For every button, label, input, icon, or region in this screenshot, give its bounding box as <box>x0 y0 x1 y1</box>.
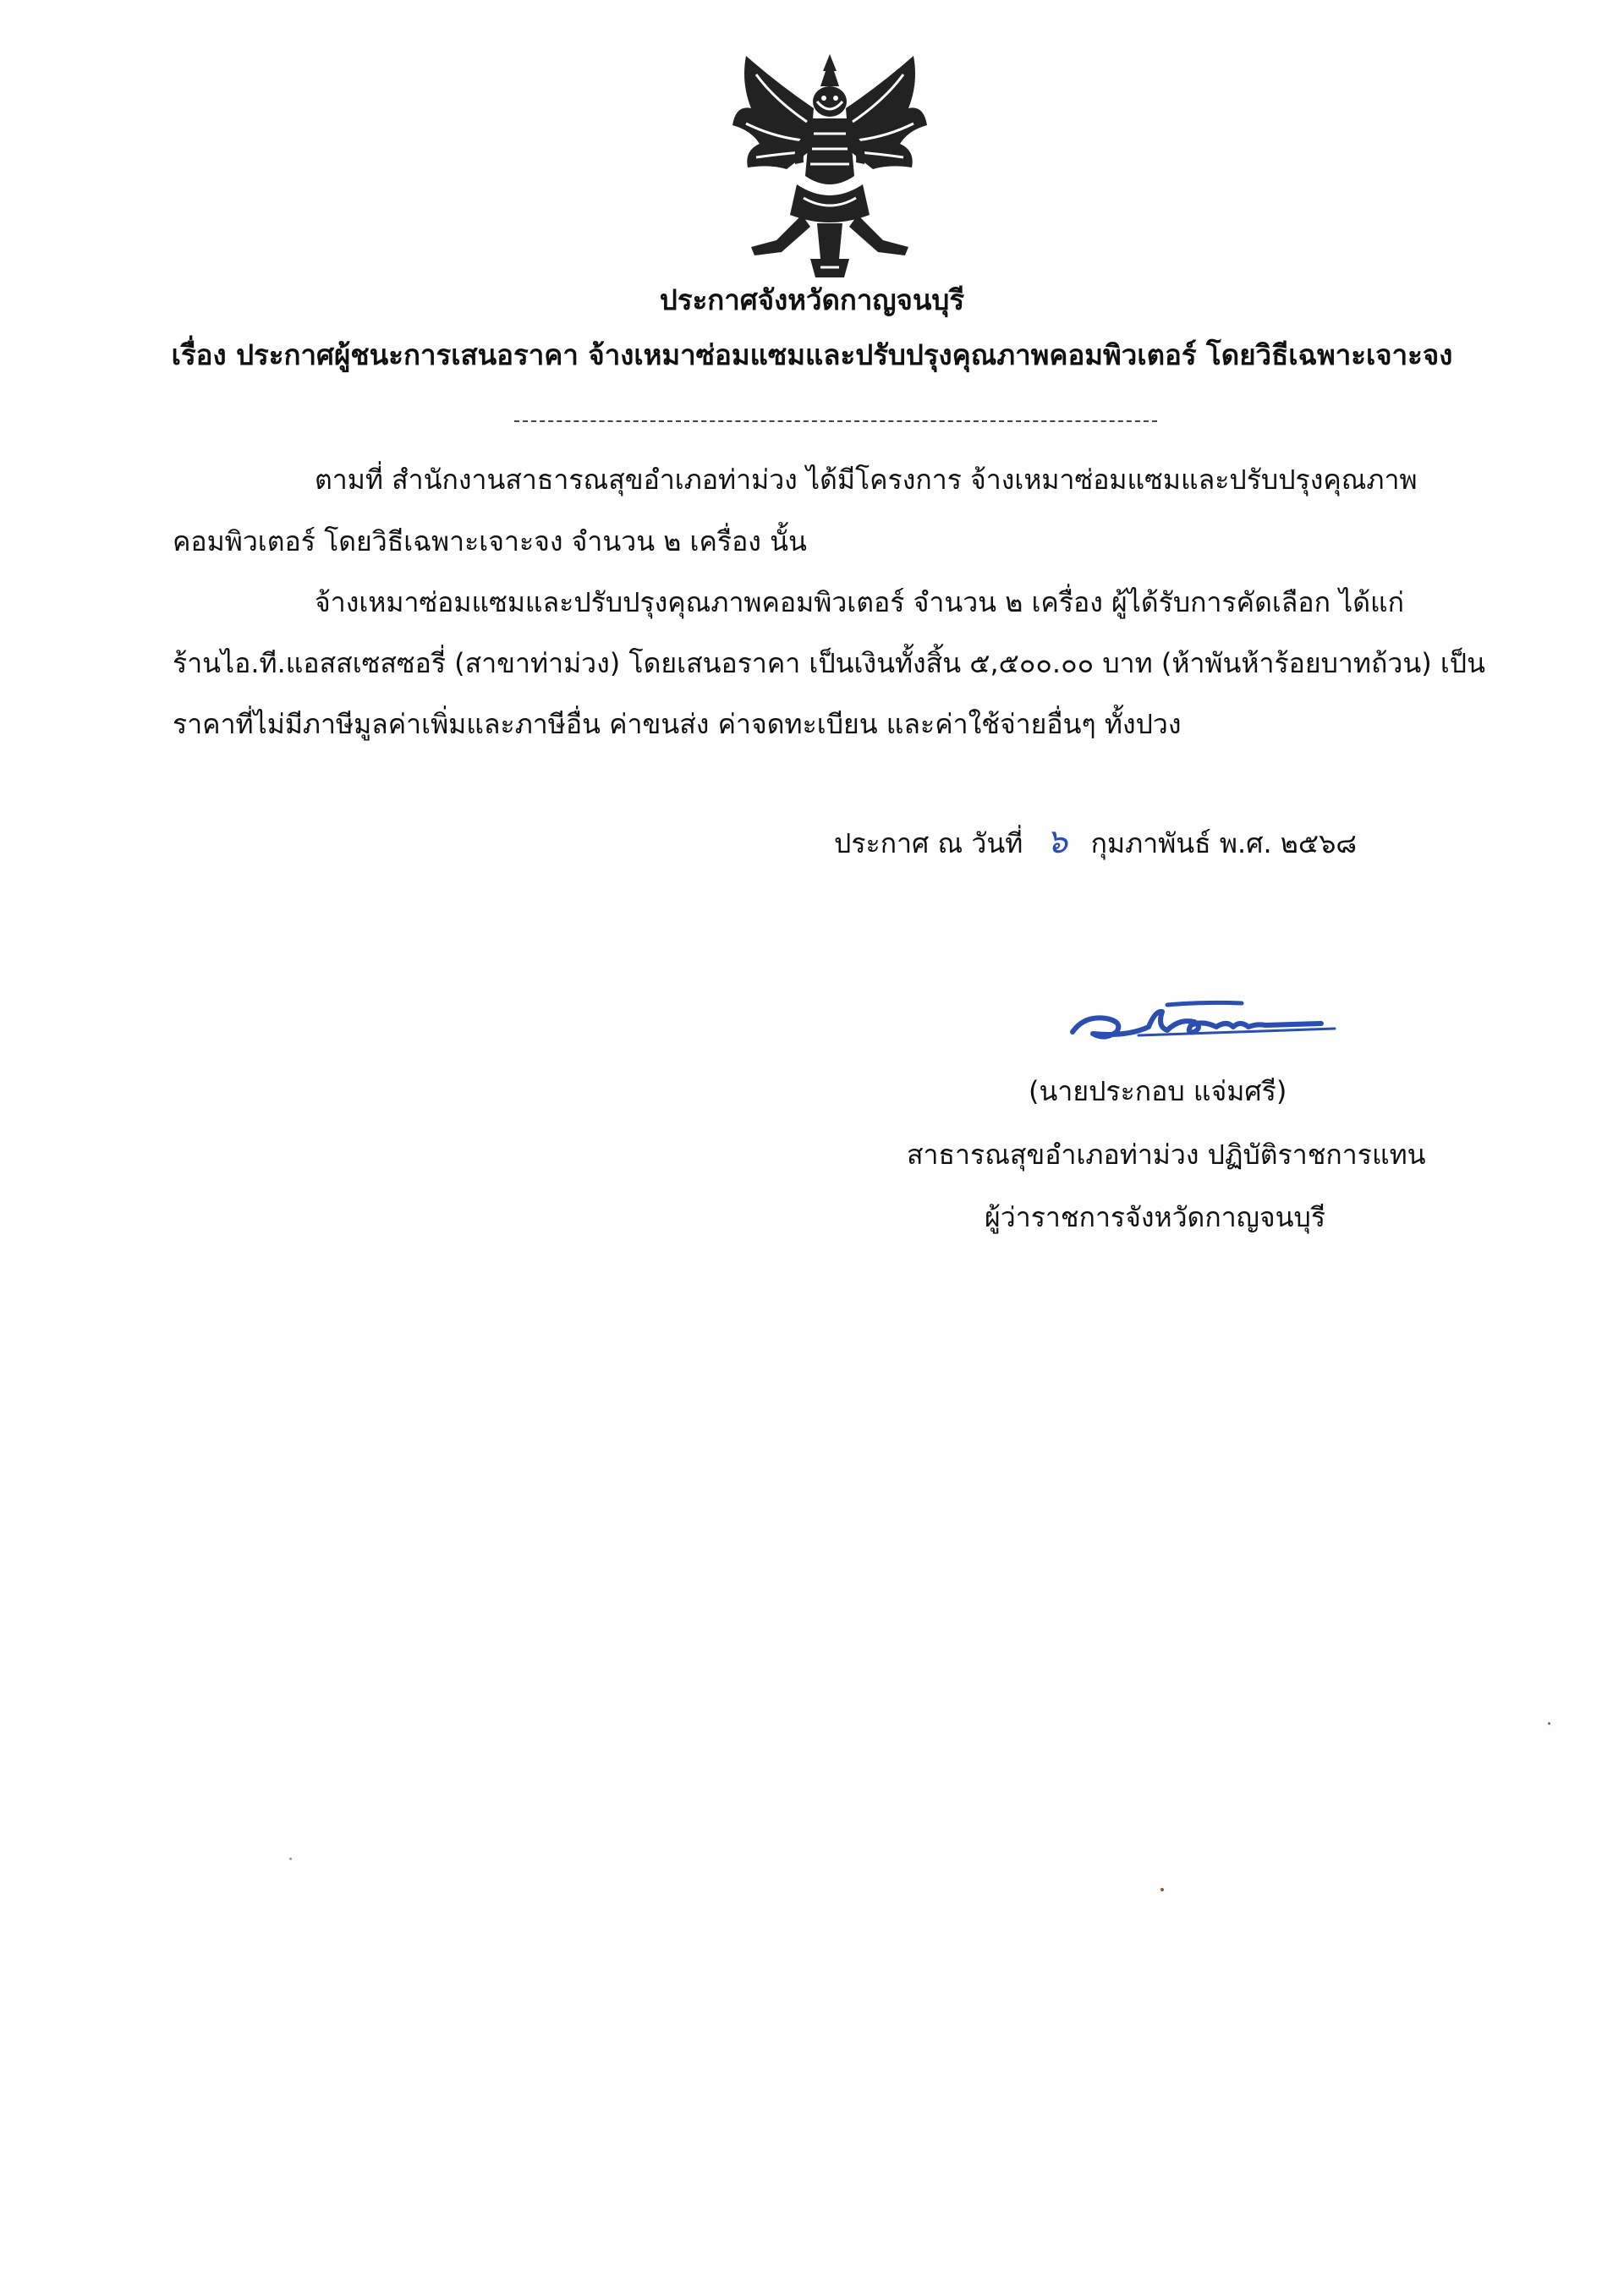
signature-icon <box>1067 990 1338 1049</box>
body-line-1: ตามที่ สำนักงานสาธารณสุขอำเภอท่าม่วง ได้มีโครงการ จ้างเหมาซ่อมแซมและปรับปรุงคุณภาพ <box>315 464 1418 496</box>
announcement-date <box>834 823 1357 862</box>
body-line-5: ราคาที่ไม่มีภาษีมูลค่าเพิ่มและภาษีอื่น ค่าขนส่ง ค่าจดทะเบียน และค่าใช้จ่ายอื่นๆ ทั้งปวง <box>173 708 1182 740</box>
document-subject: เรื่อง ประกาศผู้ชนะการเสนอราคา จ้างเหมาซ่อมแซมและปรับปรุงคุณภาพคอมพิวเตอร์ โดยวิธีเฉพาะเจาะจง <box>171 338 1453 371</box>
divider <box>514 420 1157 422</box>
date-prefix: ประกาศ ณ วันที่ <box>834 827 1023 859</box>
signer-position: สาธารณสุขอำเภอท่าม่วง ปฏิบัติราชการแทน <box>907 1139 1426 1171</box>
paper-speck <box>1160 1888 1164 1891</box>
paper-speck <box>1548 1722 1550 1725</box>
signer-name: (นายประกอบ แจ่มศรี) <box>1029 1075 1287 1107</box>
body-line-3: จ้างเหมาซ่อมแซมและปรับปรุงคุณภาพคอมพิวเตอร์ จำนวน ๒ เครื่อง ผู้ได้รับการคัดเลือก ได้แก่ <box>315 586 1405 618</box>
body-line-4: ร้านไอ.ที.แอสสเซสซอรี่ (สาขาท่าม่วง) โดยเสนอราคา เป็นเงินทั้งสิ้น ๕,๕๐๐.๐๐ บาท (ห้าพันห้าร้อยบาทถ้วน) เป็น <box>173 647 1485 679</box>
paper-speck <box>289 1858 292 1860</box>
body-line-2: คอมพิวเตอร์ โดยวิธีเฉพาะเจาะจง จำนวน ๒ เครื่อง นั้น <box>173 525 807 557</box>
page-title: ประกาศจังหวัดกาญจนบุรี <box>659 283 965 316</box>
garuda-emblem-icon <box>726 49 934 283</box>
date-month-year: กุมภาพันธ์ พ.ศ. ๒๕๖๘ <box>1090 827 1358 859</box>
date-day: ๖ <box>1045 822 1068 861</box>
signer-authority: ผู้ว่าราชการจังหวัดกาญจนบุรี <box>985 1201 1326 1233</box>
